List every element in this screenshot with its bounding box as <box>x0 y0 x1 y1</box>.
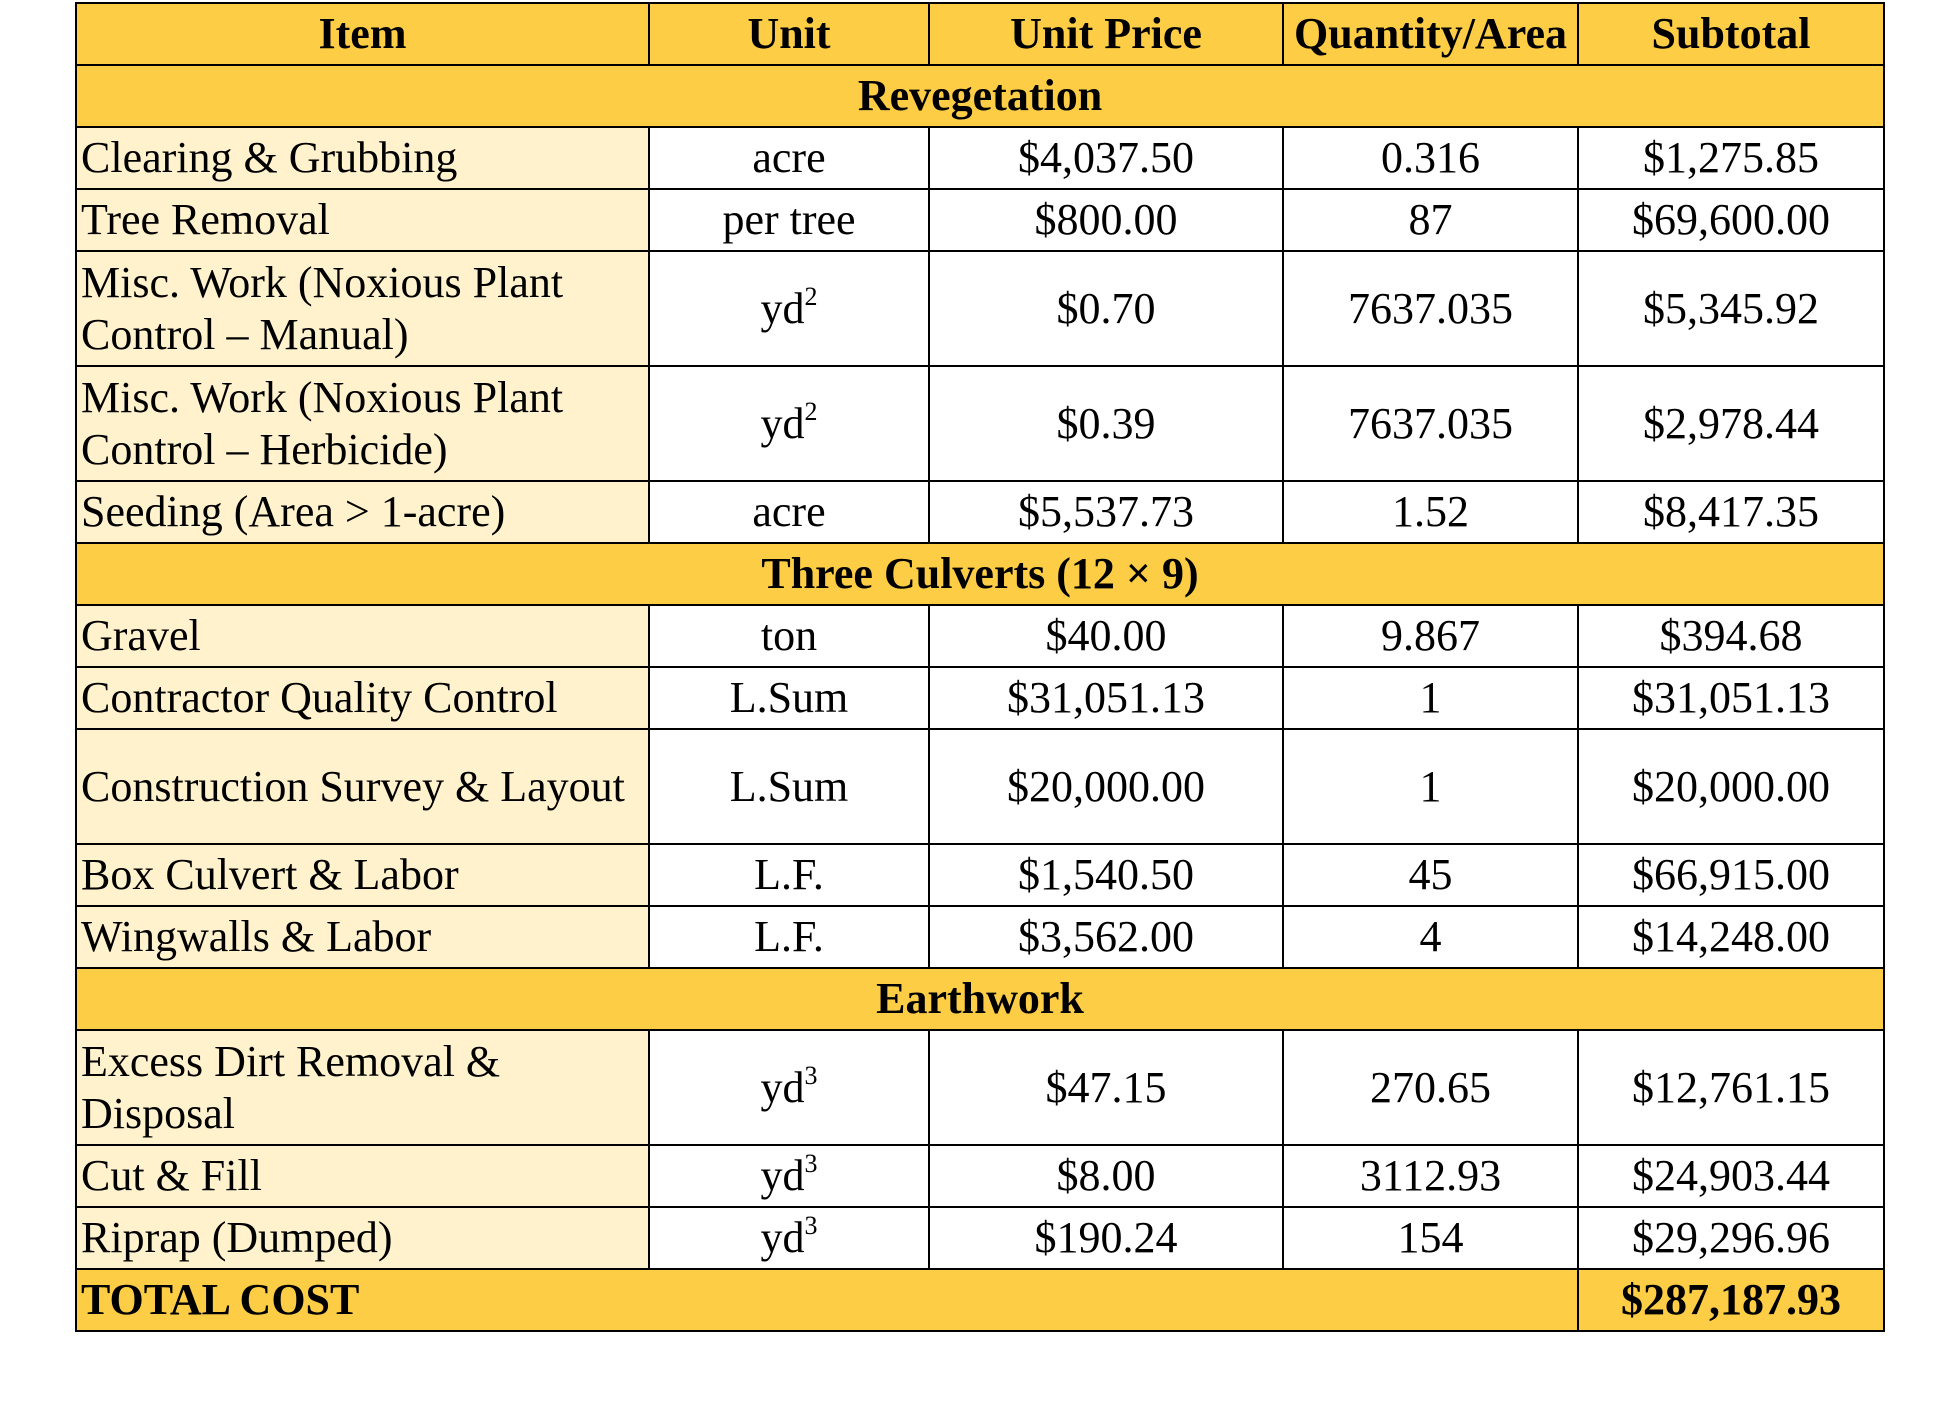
unit-price-cell: $4,037.50 <box>929 127 1283 189</box>
unit-text: ton <box>760 611 818 660</box>
item-cell: Construction Survey & Layout <box>76 729 649 844</box>
unit-price-cell: $8.00 <box>929 1145 1283 1207</box>
unit-text: yd <box>760 398 805 448</box>
item-cell: Seeding (Area > 1-acre) <box>76 481 649 543</box>
quantity-cell: 9.867 <box>1283 605 1578 667</box>
subtotal-cell: $24,903.44 <box>1578 1145 1884 1207</box>
unit-cell <box>649 729 929 844</box>
quantity-cell: 154 <box>1283 1207 1578 1269</box>
unit-cell <box>649 1030 929 1145</box>
unit-text: L.Sum <box>729 761 849 811</box>
section-title: Three Culverts (12 × 9) <box>76 543 1884 605</box>
subtotal-cell: $12,761.15 <box>1578 1030 1884 1145</box>
section-title: Revegetation <box>76 65 1884 127</box>
unit-price-cell: $40.00 <box>929 605 1283 667</box>
unit-cell <box>649 906 929 968</box>
unit-cell <box>649 251 929 366</box>
column-header-unit: Unit <box>649 3 929 65</box>
table-row <box>76 667 1884 729</box>
quantity-cell: 1 <box>1283 729 1578 844</box>
column-header-quantity-area: Quantity/Area <box>1283 3 1578 65</box>
quantity-cell: 7637.035 <box>1283 366 1578 481</box>
quantity-cell: 0.316 <box>1283 127 1578 189</box>
unit-cell <box>649 605 929 667</box>
section-header-row <box>76 543 1884 605</box>
unit-text: yd <box>760 1062 805 1112</box>
column-header-subtotal: Subtotal <box>1578 3 1884 65</box>
quantity-cell: 4 <box>1283 906 1578 968</box>
unit-price-cell: $800.00 <box>929 189 1283 251</box>
unit-cell <box>649 127 929 189</box>
unit-price-cell: $31,051.13 <box>929 667 1283 729</box>
subtotal-cell: $8,417.35 <box>1578 481 1884 543</box>
section-title: Earthwork <box>76 968 1884 1030</box>
item-cell: Cut & Fill <box>76 1145 649 1207</box>
quantity-cell: 3112.93 <box>1283 1145 1578 1207</box>
unit-cell <box>649 1207 929 1269</box>
table-row <box>76 366 1884 481</box>
item-cell: Excess Dirt Removal & Disposal <box>76 1030 649 1145</box>
subtotal-cell: $66,915.00 <box>1578 844 1884 906</box>
total-label: TOTAL COST <box>76 1269 1578 1331</box>
table-body <box>76 65 1884 1331</box>
quantity-cell: 87 <box>1283 189 1578 251</box>
unit-price-cell: $20,000.00 <box>929 729 1283 844</box>
quantity-cell: 7637.035 <box>1283 251 1578 366</box>
unit-text: acre <box>752 487 826 536</box>
unit-cell <box>649 667 929 729</box>
item-cell: Wingwalls & Labor <box>76 906 649 968</box>
subtotal-cell: $5,345.92 <box>1578 251 1884 366</box>
unit-cell <box>649 844 929 906</box>
unit-price-cell: $47.15 <box>929 1030 1283 1145</box>
unit-price-cell: $0.70 <box>929 251 1283 366</box>
unit-cell <box>649 481 929 543</box>
table-row <box>76 481 1884 543</box>
unit-text: yd <box>760 1213 805 1262</box>
unit-text: acre <box>752 133 826 182</box>
unit-cell <box>649 189 929 251</box>
column-header-unit-price: Unit Price <box>929 3 1283 65</box>
subtotal-cell: $20,000.00 <box>1578 729 1884 844</box>
subtotal-cell: $2,978.44 <box>1578 366 1884 481</box>
table-row <box>76 844 1884 906</box>
subtotal-cell: $29,296.96 <box>1578 1207 1884 1269</box>
unit-text: L.Sum <box>729 673 849 722</box>
unit-exponent: 3 <box>804 1149 818 1178</box>
table-row <box>76 251 1884 366</box>
unit-text: yd <box>760 283 805 333</box>
unit-text: per tree <box>722 195 856 244</box>
table-row <box>76 189 1884 251</box>
subtotal-cell: $1,275.85 <box>1578 127 1884 189</box>
subtotal-cell: $394.68 <box>1578 605 1884 667</box>
item-cell: Misc. Work (Noxious Plant Control – Herbicide) <box>76 366 649 481</box>
column-header-item: Item <box>76 3 649 65</box>
unit-price-cell: $0.39 <box>929 366 1283 481</box>
total-value: $287,187.93 <box>1578 1269 1884 1331</box>
unit-cell <box>649 1145 929 1207</box>
unit-exponent: 3 <box>804 1211 818 1240</box>
subtotal-cell: $31,051.13 <box>1578 667 1884 729</box>
item-cell: Gravel <box>76 605 649 667</box>
unit-cell <box>649 366 929 481</box>
table-row <box>76 1030 1884 1145</box>
item-cell: Riprap (Dumped) <box>76 1207 649 1269</box>
item-cell: Contractor Quality Control <box>76 667 649 729</box>
table-row <box>76 1145 1884 1207</box>
unit-exponent: 2 <box>804 281 818 311</box>
table-row <box>76 906 1884 968</box>
item-cell: Tree Removal <box>76 189 649 251</box>
quantity-cell: 45 <box>1283 844 1578 906</box>
table-row <box>76 605 1884 667</box>
subtotal-cell: $14,248.00 <box>1578 906 1884 968</box>
unit-text: yd <box>760 1151 805 1200</box>
unit-exponent: 2 <box>804 396 818 426</box>
unit-text: L.F. <box>754 850 824 899</box>
item-cell: Clearing & Grubbing <box>76 127 649 189</box>
table-row <box>76 127 1884 189</box>
total-row <box>76 1269 1884 1331</box>
section-header-row <box>76 968 1884 1030</box>
unit-price-cell: $3,562.00 <box>929 906 1283 968</box>
section-header-row <box>76 65 1884 127</box>
unit-price-cell: $190.24 <box>929 1207 1283 1269</box>
unit-exponent: 3 <box>804 1060 818 1090</box>
item-cell: Box Culvert & Labor <box>76 844 649 906</box>
table-row <box>76 729 1884 844</box>
subtotal-cell: $69,600.00 <box>1578 189 1884 251</box>
cost-table <box>75 2 1885 1332</box>
quantity-cell: 1.52 <box>1283 481 1578 543</box>
table-row <box>76 1207 1884 1269</box>
item-cell: Misc. Work (Noxious Plant Control – Manual) <box>76 251 649 366</box>
quantity-cell: 270.65 <box>1283 1030 1578 1145</box>
unit-text: L.F. <box>754 912 824 961</box>
unit-price-cell: $1,540.50 <box>929 844 1283 906</box>
header-row <box>76 3 1884 65</box>
quantity-cell: 1 <box>1283 667 1578 729</box>
unit-price-cell: $5,537.73 <box>929 481 1283 543</box>
